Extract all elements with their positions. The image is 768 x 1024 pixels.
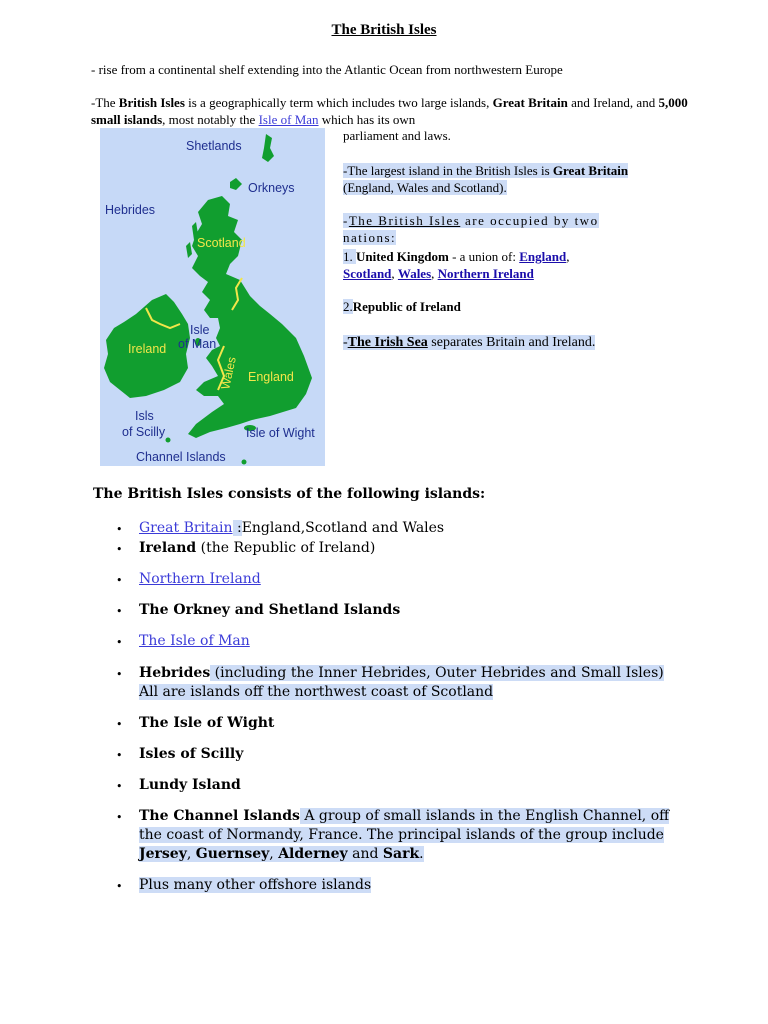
label-isls: Isls <box>135 409 154 423</box>
page-title: The British Isles <box>331 22 437 38</box>
largest-island-text: -The largest island in the British Isles is Great Britain (England, Wales and Scotland). <box>343 163 629 195</box>
label-shetlands: Shetlands <box>186 139 242 153</box>
scotland-link[interactable]: Scotland <box>343 266 392 281</box>
irish-sea-text: -The Irish Sea separates Britain and Ireland. <box>343 335 596 350</box>
england-link[interactable]: England <box>519 249 567 264</box>
intro-paragraph-end: parliament and laws. <box>343 128 451 143</box>
orkneys-shape <box>230 178 242 190</box>
nations-text: -The British Isles are occupied by two nations: <box>343 213 599 245</box>
islands-heading: The British Isles consists of the following islands: <box>93 486 486 502</box>
label-england: England <box>248 370 294 384</box>
label-hebrides: Hebrides <box>105 203 156 217</box>
scilly-shape <box>166 438 171 443</box>
label-channel-islands: Channel Islands <box>136 450 226 464</box>
republic-text: 2.Republic of Ireland <box>343 299 461 314</box>
great-britain-shape <box>188 196 312 438</box>
uk-text: 1. United Kingdom - a union of: England, Scotland, Wales, Northern Ireland <box>343 249 570 281</box>
label-isle: Isle <box>190 323 210 337</box>
label-of-scilly: of Scilly <box>122 425 166 439</box>
shetlands-shape <box>262 134 274 162</box>
intro-line: - rise from a continental shelf extending into the Atlantic Ocean from northwestern Europe <box>91 62 563 77</box>
channel-islands-shape <box>242 460 247 465</box>
intro-paragraph: -The British Isles is a geographically term which includes two large islands, Great Britain and Ireland, and 5,000 small islands, most notably the Isle of Man which has its own <box>91 95 688 127</box>
northern-ireland-list-link[interactable]: Northern Ireland <box>139 571 261 587</box>
label-orkneys: Orkneys <box>248 181 295 195</box>
label-of-man: of Man <box>178 337 217 351</box>
label-ireland: Ireland <box>128 342 167 356</box>
isle-of-man-list-link[interactable]: The Isle of Man <box>139 633 250 649</box>
british-isles-map <box>100 128 325 466</box>
label-scotland: Scotland <box>197 236 246 250</box>
great-britain-link[interactable]: Great Britain <box>139 520 233 536</box>
label-wales: Wales <box>218 355 239 391</box>
isle-of-man-link[interactable]: Isle of Man <box>258 112 319 127</box>
wales-link[interactable]: Wales <box>397 266 432 281</box>
label-isle-of-wight: Isle of Wight <box>246 426 315 440</box>
northern-ireland-link[interactable]: Northern Ireland <box>437 266 534 281</box>
